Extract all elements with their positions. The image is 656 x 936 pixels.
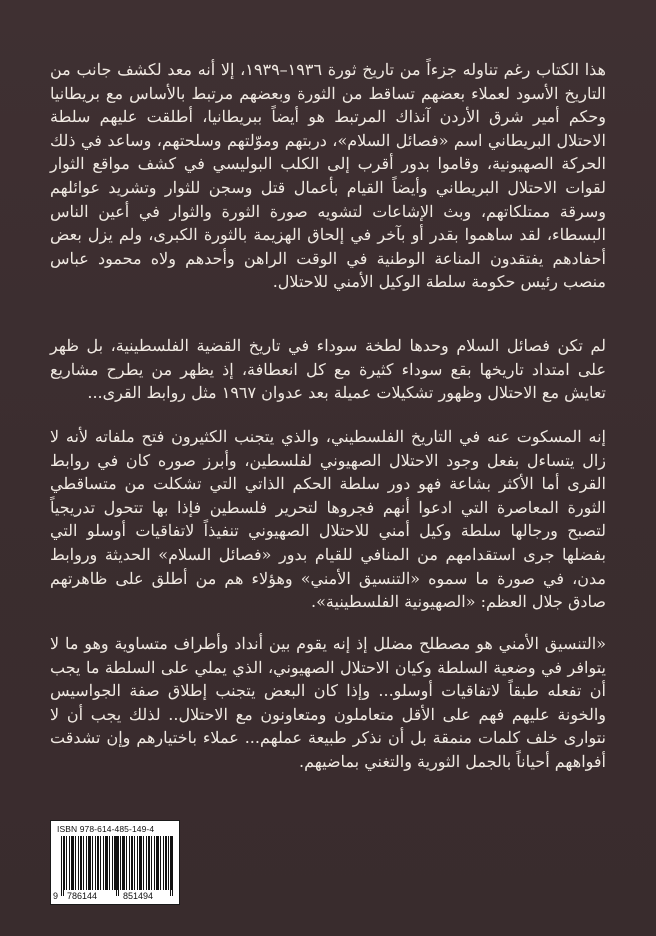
barcode-guard-left [61,836,62,896]
barcode-digit-first: 9 [53,891,59,901]
blurb-paragraph-2 [50,334,606,405]
barcode-digit-group-1: 786144 [67,891,98,901]
blurb-paragraph-4 [50,632,606,774]
blurb-paragraph-1 [50,58,606,294]
barcode-bars [61,836,173,890]
barcode-guard-right-2 [172,836,173,896]
blurb-paragraph-3 [50,425,606,614]
isbn-barcode [50,820,180,905]
blurb-text-1: هذا الكتاب رغم تناوله جزءاً من تاريخ ثورة ١٩٣٦–١٩٣٩، إلا أنه معد لكشف جانب من التاريخ الأسود لعملاء بعضهم تساقط من الثورة وبعضهم مرتبط بالأساس مع بريطانيا وحكم أمير شرق الأردن آنذاك المرتبط هو أيضاً ببريطانيا، أطلقت عليهم سلطة الاحتلال البريطاني اسم «فصائل السلام»، دربتهم وموّلتهم وسلحتهم، وساعد في ذلك الحركة الصهيونية، وقاموا بدور أقرب إلى الكلب البوليسي في كشف مواقع الثوار لقوات الاحتلال البريطاني وأيضاً القيام بأعمال قتل وسجن للثوار وتشريد عوائلهم وسرقة ممتلكاتهم، وبث الإشاعات لتشويه صورة الثورة والثوار في أعين الناس البسطاء، لقد ساهموا بقدر أو بآخر في إلحاق الهزيمة بالثورة الكبرى، ولم يزل بعض أحفادهم يفتقدون المناعة الوطنية في الوقت الراهن وأحدهم ولاه محمود عباس منصب رئيس حكومة سلطة الوكيل الأمني للاحتلال. [50,60,607,292]
barcode-guard-left-2 [63,836,64,896]
isbn-label: ISBN 978-614-485-149-4 [57,824,155,834]
barcode-digit-group-2: 851494 [123,891,154,901]
blurb-text-4: «التنسيق الأمني هو مصطلح مضلل إذ إنه يقوم بين أنداد وأطراف متساوية وهو ما لا يتوافر في وضعية السلطة وكيان الاحتلال الصهيوني، الذي يملي على السلطة ما يجب أن تفعله طبقاً لاتفاقيات أوسلو... وإذا كان البعض يتجنب إطلاق صفة الجواسيس والخونة عليهم فهم على الأقل متعاملون ومتعاونون مع الاحتلال.. لذلك يجب أن لا نتوارى خلف كلمات منمقة بل أن نذكر طبيعة عملهم... عملاء باختيارهم وإن تشدقت أفواههم أحياناً بالجمل الثورية والتغني بماضيهم. [50,634,606,771]
blurb-text-2: لم تكن فصائل السلام وحدها لطخة سوداء في تاريخ القضية الفلسطينية، بل ظهر على امتداد تاريخها بقع سوداء كثيرة مع كل انعطافة، إذ يظهر من يطرح مشاريع تعايش مع الاحتلال وظهور تشكيلات عميلة بعد عدوان ١٩٦٧ مثل روابط القرى... [50,336,606,403]
blurb-text-3: إنه المسكوت عنه في التاريخ الفلسطيني، والذي يتجنب الكثيرون فتح ملفاته لأنه لا زال يتساءل بفعل وجود الاحتلال الصهيوني لفلسطين، وأبرز صوره كان في روابط القرى أما الأكثر بشاعة فهو دور سلطة الحكم الذاتي التي تشكلت من متساقطي الثورة المعاصرة التي ادعوا أنهم فجروها لتحرير فلسطين فإذا بها تتحول تدريجياً لتصبح ورجالها سلطة وكيل أمني للاحتلال الصهيوني تنفيذاً لاتفاقيات أوسلو التي بفضلها جرى استقدامهم من المنافي للقيام بدور «فصائل السلام» الحديثة وروابط مدن، في صورة ما سموه «التنسيق الأمني» وهؤلاء هم من أطلق على ظاهرتهم صادق جلال العظم: «الصهيونية الفلسطينية». [50,427,606,612]
barcode-guard-center-2 [118,836,119,896]
barcode-guard-center [116,836,117,896]
barcode-guard-right [170,836,171,896]
